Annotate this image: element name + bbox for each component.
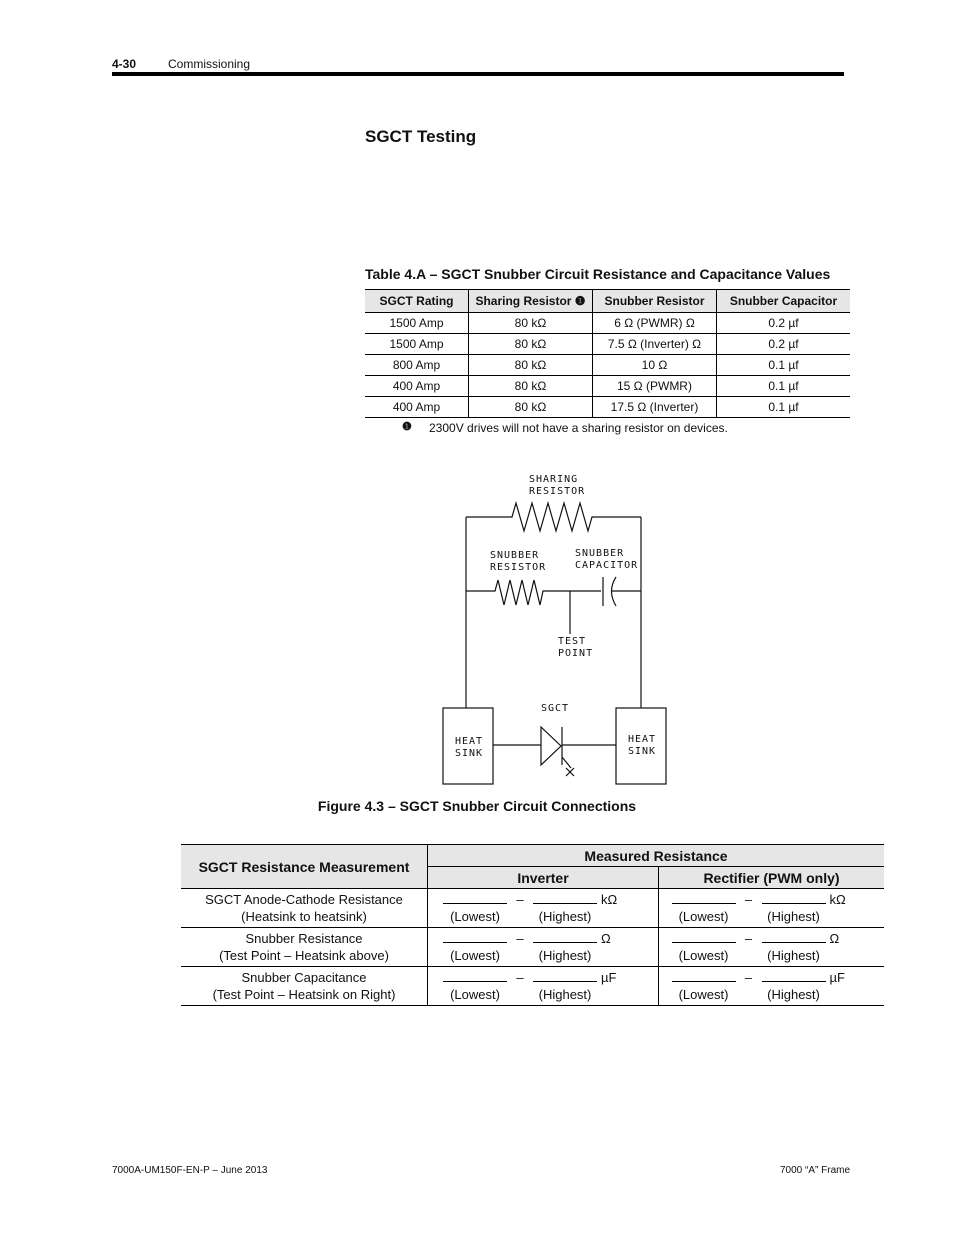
highest-blank[interactable]	[533, 969, 597, 982]
measurement-label	[181, 889, 428, 928]
cell-rating: 1500 Amp	[365, 313, 469, 334]
header-rule	[112, 72, 844, 76]
label-capacitor: CAPACITOR	[575, 560, 639, 571]
gate-lead	[562, 757, 571, 768]
col-header-inverter: Inverter	[428, 867, 659, 889]
footnote-marker: ❶	[402, 421, 412, 433]
rectifier-entry	[659, 928, 885, 967]
cell-snubber-resistor: 17.5 Ω (Inverter)	[593, 397, 717, 418]
cell-sharing: 80 kΩ	[469, 397, 593, 418]
lowest-label: (Lowest)	[450, 987, 500, 1002]
cell-snubber-resistor: 10 Ω	[593, 355, 717, 376]
range-dash: –	[516, 931, 524, 946]
unit-label: µF	[829, 970, 845, 985]
cell-snubber-resistor: 6 Ω (PWMR) Ω	[593, 313, 717, 334]
unit-label: kΩ	[829, 892, 846, 907]
cell-snubber-capacitor: 0.2 µf	[717, 334, 851, 355]
section-title: SGCT Testing	[365, 127, 477, 146]
cell-snubber-capacitor: 0.1 µf	[717, 397, 851, 418]
highest-blank[interactable]	[762, 891, 826, 904]
table-row	[365, 355, 850, 376]
unit-label: µF	[601, 970, 617, 985]
highest-blank[interactable]	[533, 891, 597, 904]
lowest-label: (Lowest)	[450, 948, 500, 963]
col-header-snubber-capacitor: Snubber Capacitor	[717, 290, 851, 313]
table-row	[365, 376, 850, 397]
cell-snubber-resistor: 7.5 Ω (Inverter) Ω	[593, 334, 717, 355]
unit-label: Ω	[829, 931, 840, 946]
table-a-caption: Table 4.A – SGCT Snubber Circuit Resistance and Capacitance Values	[365, 266, 831, 282]
table-row	[365, 313, 850, 334]
footer-publication: 7000A-UM150F-EN-P – June 2013	[112, 1165, 268, 1176]
highest-blank[interactable]	[762, 930, 826, 943]
label-sharing: SHARING	[529, 474, 579, 485]
cell-snubber-capacitor: 0.2 µf	[717, 313, 851, 334]
table-header-row	[181, 845, 884, 867]
table-header-row	[365, 290, 850, 313]
lowest-blank[interactable]	[443, 891, 507, 904]
range-dash: –	[516, 970, 524, 985]
range-dash: –	[744, 970, 753, 985]
rectifier-entry	[659, 889, 885, 928]
lowest-label: (Lowest)	[450, 909, 500, 924]
lowest-label: (Lowest)	[678, 909, 729, 924]
table-row	[365, 397, 850, 418]
label-point: POINT	[558, 648, 594, 659]
label-sgct: SGCT	[541, 703, 570, 714]
label-heat: HEAT	[455, 736, 484, 747]
highest-label: (Highest)	[767, 909, 820, 924]
unit-label: Ω	[601, 931, 611, 946]
cell-snubber-resistor: 15 Ω (PWMR)	[593, 376, 717, 397]
cell-rating: 400 Amp	[365, 376, 469, 397]
table-row	[365, 334, 850, 355]
range-dash: –	[516, 892, 524, 907]
lowest-blank[interactable]	[443, 969, 507, 982]
cell-sharing: 80 kΩ	[469, 334, 593, 355]
snubber-resistor-symbol	[466, 580, 601, 605]
col-header-sgct-rating: SGCT Rating	[365, 290, 469, 313]
unit-label: kΩ	[601, 892, 618, 907]
cell-sharing: 80 kΩ	[469, 376, 593, 397]
lowest-label: (Lowest)	[678, 948, 729, 963]
measurement-name: SGCT Anode-Cathode Resistance	[205, 892, 403, 907]
footer-product: 7000 “A” Frame	[780, 1165, 851, 1176]
row-header: SGCT Resistance Measurement	[181, 845, 428, 889]
cell-sharing: 80 kΩ	[469, 355, 593, 376]
inverter-entry	[428, 967, 659, 1006]
highest-label: (Highest)	[767, 948, 820, 963]
col-header-sharing-resistor: Sharing Resistor ❶	[469, 290, 593, 313]
inverter-entry	[428, 889, 659, 928]
lowest-blank[interactable]	[443, 930, 507, 943]
measurement-name: Snubber Capacitance	[241, 970, 367, 985]
inverter-entry	[428, 928, 659, 967]
sgct-symbol	[541, 727, 561, 765]
col-header-rectifier: Rectifier (PWM only)	[659, 867, 885, 889]
lowest-blank[interactable]	[672, 891, 736, 904]
snubber-values-table	[365, 289, 850, 418]
measurement-label	[181, 967, 428, 1006]
snubber-circuit-diagram	[435, 465, 675, 795]
highest-blank[interactable]	[762, 969, 826, 982]
lowest-label: (Lowest)	[678, 987, 729, 1002]
highest-label: (Highest)	[538, 987, 592, 1002]
table-row	[181, 967, 884, 1006]
footnote-text: 2300V drives will not have a sharing resistor on devices.	[429, 421, 728, 435]
label-snubber: SNUBBER	[490, 550, 540, 561]
label-snubber: SNUBBER	[575, 548, 625, 559]
label-resistor: RESISTOR	[490, 562, 547, 573]
label-sink: SINK	[628, 746, 657, 757]
lowest-blank[interactable]	[672, 969, 736, 982]
measurement-description: (Test Point – Heatsink above)	[219, 948, 389, 963]
sharing-resistor-symbol	[466, 503, 641, 531]
label-resistor: RESISTOR	[529, 486, 586, 497]
table-row	[181, 928, 884, 967]
cell-snubber-capacitor: 0.1 µf	[717, 376, 851, 397]
range-dash: –	[744, 892, 753, 907]
label-sink: SINK	[455, 748, 484, 759]
col-header-snubber-resistor: Snubber Resistor	[593, 290, 717, 313]
page-number: 4-30	[112, 57, 137, 71]
cell-sharing: 80 kΩ	[469, 313, 593, 334]
highest-label: (Highest)	[767, 987, 820, 1002]
figure-caption: Figure 4.3 – SGCT Snubber Circuit Connections	[317, 798, 637, 814]
resistance-measurement-table	[181, 844, 884, 1006]
measurement-label	[181, 928, 428, 967]
rectifier-entry	[659, 967, 885, 1006]
measurement-name: Snubber Resistance	[245, 931, 363, 946]
measurement-description: (Heatsink to heatsink)	[241, 909, 367, 924]
measurement-description: (Test Point – Heatsink on Right)	[212, 987, 396, 1002]
range-dash: –	[744, 931, 753, 946]
label-heat: HEAT	[628, 734, 657, 745]
highest-label: (Highest)	[538, 948, 592, 963]
highest-blank[interactable]	[533, 930, 597, 943]
label-test: TEST	[558, 636, 587, 647]
cell-rating: 1500 Amp	[365, 334, 469, 355]
section-name: Commissioning	[168, 57, 251, 71]
lowest-blank[interactable]	[672, 930, 736, 943]
highest-label: (Highest)	[538, 909, 592, 924]
table-row	[181, 889, 884, 928]
cell-rating: 800 Amp	[365, 355, 469, 376]
cell-snubber-capacitor: 0.1 µf	[717, 355, 851, 376]
group-header: Measured Resistance	[428, 845, 885, 867]
cell-rating: 400 Amp	[365, 397, 469, 418]
